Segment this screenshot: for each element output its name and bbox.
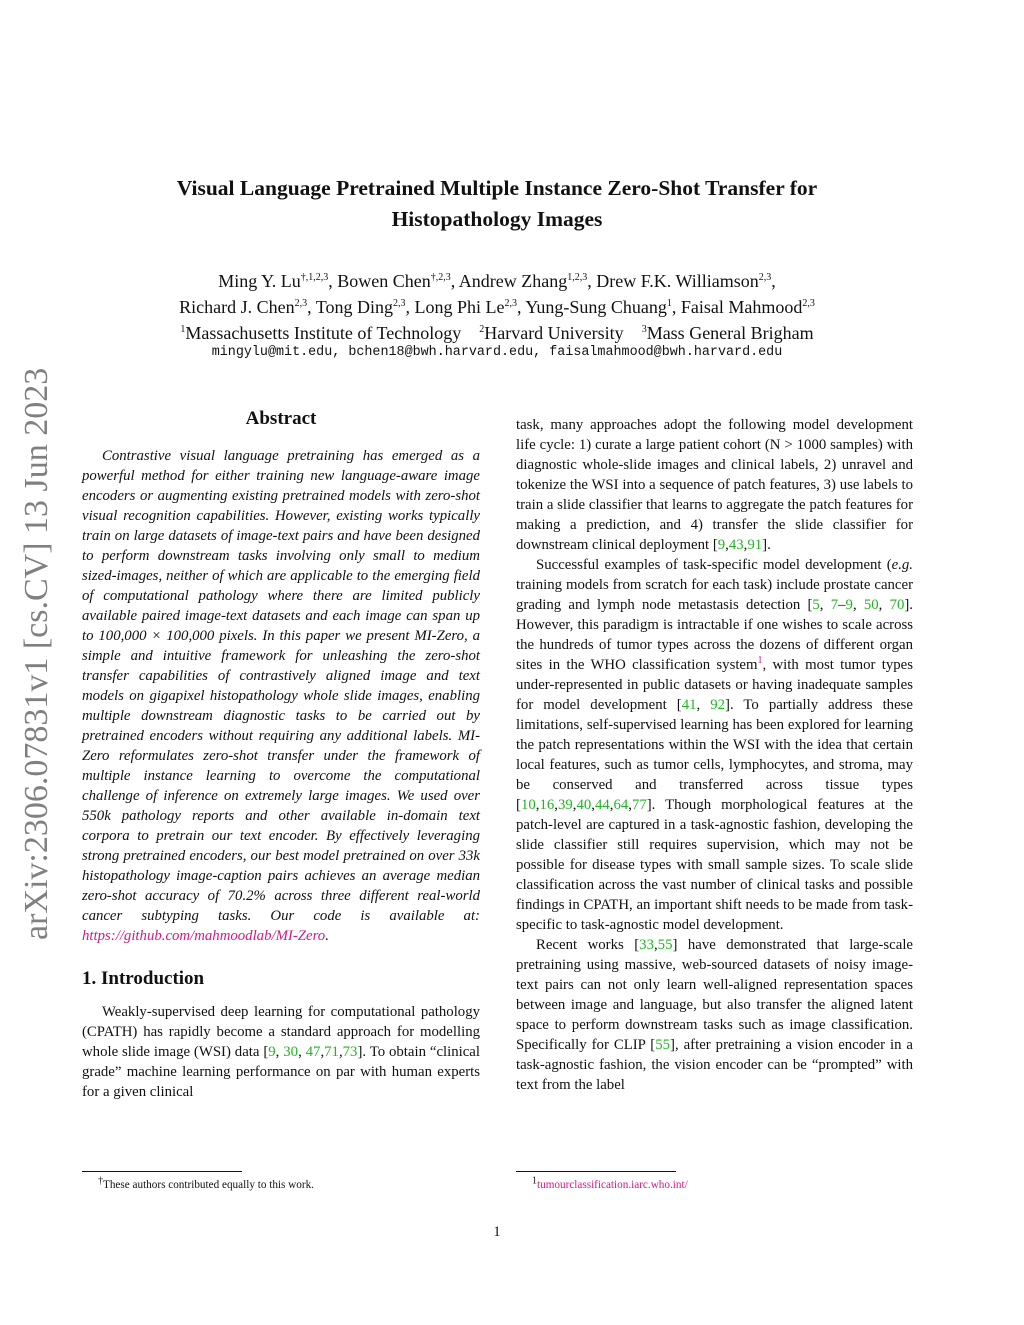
citation-link[interactable]: 9 (717, 537, 726, 553)
affiliation: Harvard University (484, 323, 624, 343)
paper-title (100, 173, 894, 235)
text: Recent works [ (536, 937, 640, 953)
citation-link[interactable]: 9 (268, 1044, 276, 1060)
footnote-text: These authors contributed equally to this work. (103, 1179, 314, 1191)
author-name: Tong Ding (315, 297, 394, 317)
text: training models from scratch for each task) include prostate cancer grading and lymph node metastasis detection [ (516, 577, 913, 613)
citation-link[interactable]: 71 (324, 1044, 339, 1060)
citation-link[interactable]: 91 (747, 537, 763, 553)
author-name: Richard J. Chen (179, 297, 295, 317)
text: task, many approaches adopt the following model development life cycle: 1) curate a large patient cohort (N > 1000 samples) with diagnostic whole-slide images and clinical labels, 2) unravel and tokenize the WSI into a sequence of patch features, 3) use labels to train a slide classifier that learns to aggregate the patch features for making a prediction, and 4) transfer the slide classifier for downstream clinical deployment [ (516, 417, 913, 553)
author-affil: †,2,3 (430, 272, 451, 283)
abstract-end: . (325, 928, 329, 944)
author-name: Bowen Chen (337, 271, 431, 291)
author-name: Andrew Zhang (458, 271, 568, 291)
text: ], after pretraining a vision encoder in a task-agnostic fashion, the vision encoder can be “prompted” with text from the label (516, 1037, 913, 1093)
footnote-right (532, 1175, 688, 1192)
abstract-body: Contrastive visual language pretraining has emerged as a powerful method for either training new language-aware image encoders or augmenting existing pretrained models with zero-shot visual recognition capabilities. However, existing works typically train on large datasets of image-text pairs and have been designed to perform downstream tasks involving only small to medium sized-images, neither of which are applicable to the emerging field of computational pathology where there are limited publicly available paired image-text datasets and each image can span up to 100,000 × 100,000 pixels. In this paper we present MI-Zero, a simple and intuitive framework for unleashing the zero-shot transfer capabilities of contrastively aligned image and text models on gigapixel histopathology whole slide images, enabling multiple downstream diagnostic tasks to be carried out by pretrained encoders without requiring any additional labels. MI-Zero reformulates zero-shot transfer under the framework of multiple instance learning to overcome the computational challenge of inference on extremely large images. We used over 550k pathology reports and other available in-domain text corpora to pretrain our text encoder. By effectively leveraging strong pretrained encoders, our best model pretrained on over 33k histopathology image-caption pairs achieves an average median zero-shot accuracy of 70.2% across three different real-world cancer subtyping tasks. Our code is available at: (82, 448, 480, 924)
affil-mark: 1 (180, 324, 186, 335)
affil-mark: 3 (641, 324, 647, 335)
text: e.g. (891, 557, 913, 573)
author-name: Faisal Mahmood (680, 297, 803, 317)
author-line-1: Ming Y. $Lu^{\dagger,1,2,3}$, Bowen Chen$^{\dagger,2,3}$, Andrew Zhang$^{1,2,3}$, Drew F.K. Williamson$^{2,3}$, (218, 271, 776, 291)
footnote-left (98, 1175, 314, 1192)
text: Weakly-supervised deep learning for computational pathology (CPATH) has rapidly become a standard approach for modelling whole slide image (WSI) data [ (82, 1004, 480, 1060)
citation-link[interactable]: 7 (830, 597, 839, 613)
author-emails: mingylu@mit.edu, bchen18@bwh.harvard.edu, faisalmahmood@bwh.harvard.edu (211, 345, 783, 360)
author-name: Yung-Sung Chuang (525, 297, 667, 317)
citation-link[interactable]: 40 (576, 797, 592, 813)
text: ]. To obtain “clinical grade” machine learning performance on par with human experts for a given clinical (82, 1044, 480, 1100)
intro-heading: 1. Introduction (82, 968, 205, 989)
code-link[interactable]: https://github.com/mahmoodlab/MI-Zero (82, 928, 326, 944)
citation-link[interactable]: 64 (613, 797, 629, 813)
citation-link[interactable]: 33 (639, 937, 654, 953)
author-affil: 2,3 (393, 298, 406, 309)
affil-mark: 2 (479, 324, 485, 335)
author-name: Drew F.K. Williamson (596, 271, 759, 291)
citation-link[interactable]: 16 (539, 797, 555, 813)
citation-link[interactable]: 92 (710, 697, 726, 713)
citation-link[interactable]: 55 (655, 1037, 671, 1053)
citation-link[interactable]: 9 (845, 597, 853, 613)
affiliation: Massachusetts Institute of Technology (185, 323, 462, 343)
citation-link[interactable]: 30 (283, 1044, 299, 1060)
text: ]. (762, 537, 771, 553)
affiliations (80, 320, 914, 346)
footnote-mark[interactable]: 1 (757, 655, 763, 667)
intro-paragraph: Weakly-supervised deep learning for computational pathology (CPATH) has rapidly become a standard approach for modelling whole slide image (WSI) data [9, 30, 47,71,73]. To obtain “clinical grade” machine learning performance on par with human experts for a given clinical (82, 1004, 480, 1100)
affiliation: Mass General Brigham (646, 323, 814, 343)
author-affil: 2,3 (294, 298, 308, 309)
text: ]. To partially address these limitations, self-supervised learning has been explored for learning the patch representations within the WSI with the idea that certain local features, such as tumor cells, lymphocytes, and stroma, may be conserved and transferred across tissue types [ (516, 697, 913, 813)
footnote-mark: 1 (532, 1175, 537, 1187)
text: Successful examples of task-specific model development ( (536, 557, 892, 573)
citation-link[interactable]: 47 (305, 1044, 321, 1060)
footnote-mark: † (98, 1175, 103, 1187)
abstract-heading: Abstract (245, 408, 317, 429)
footnote-rule (516, 1171, 676, 1172)
paragraph: task, many approaches adopt the following model development life cycle: 1) curate a large patient cohort (N > 1000 samples) with diagnostic whole-slide images and clinical labels, 2) unravel and tokenize the WSI into a sequence of patch features, 3) use labels to train a slide classifier that learns to aggregate the patch features for making a prediction, and 4) transfer the slide classifier for downstream clinical deployment [9,43,91]. (516, 417, 913, 553)
citation-link[interactable]: 50 (863, 597, 879, 613)
citation-link[interactable]: 55 (657, 937, 673, 953)
paragraph: Successful examples of task-specific model development (e.g. training models from scratch for each task) include prostate cancer grading and lymph node metastasis detection [5, 7–9, 50, 70]. However, this paradigm is intractable if one wishes to scale across the hundreds of tumor types across the dozens of different organ sites in the WHO classification system$^1$, with most tumor types under-represented in public datasets or having inadequate samples for model development [41, 92]. To partially address these limitations, self-supervised learning has been explored for learning the patch representations within the WSI with the idea that certain local features, such as tumor cells, lymphocytes, and stroma, may be conserved and transferred across tissue types [10,16,39,40,44,64,77]. Though morphological features at the patch-level are captured in a task-agnostic fashion, developing the slide classifier still requires supervision, which may not be possible for disease types with small sample sizes. To scale slide classification across the vast number of clinical tasks and possible findings in CPATH, an important shift needs to be made from task-specific to task-agnostic model development. (516, 557, 914, 933)
page-number: 1 (493, 1224, 501, 1240)
author-affil: †,1,2,3 (300, 272, 329, 283)
citation-link[interactable]: 39 (557, 797, 573, 813)
citation-link[interactable]: 73 (342, 1044, 358, 1060)
citation-link[interactable]: 77 (631, 797, 647, 813)
citation-link[interactable]: 5 (812, 597, 820, 613)
author-affil: 2,3 (504, 298, 518, 309)
footnote-link[interactable]: tumourclassification.iarc.who.int/ (537, 1179, 688, 1191)
title-line-2: Histopathology Images (391, 207, 603, 231)
title-line-1: Visual Language Pretrained Multiple Instance Zero-Shot Transfer for (176, 176, 818, 200)
footnote-rule (82, 1171, 242, 1172)
author-affil: 2,3 (758, 272, 772, 283)
citation-link[interactable]: 43 (728, 537, 744, 553)
citation-link[interactable]: 44 (594, 797, 610, 813)
citation-link[interactable]: 41 (681, 697, 697, 713)
author-name: Ming Y. Lu (218, 271, 301, 291)
abstract-text (82, 446, 480, 946)
arxiv-stamp: arXiv:2306.07831v1 [cs.CV] 13 Jun 2023 (18, 367, 55, 940)
citation-link[interactable]: 70 (889, 597, 905, 613)
author-affil: 2,3 (802, 298, 815, 309)
text: ] have demonstrated that large-scale pretraining using massive, web-sourced datasets of noisy image-text pairs can not only learn well-aligned representation spaces between image and language, but also transfer the aligned latent space to perform downstream tasks such as image classification. Specifically for CLIP [ (516, 937, 913, 1053)
author-affil: 1,2,3 (567, 272, 588, 283)
author-block (80, 268, 914, 346)
author-affil: 1 (666, 298, 672, 309)
citation-link[interactable]: 10 (520, 797, 536, 813)
paragraph: Recent works [33,55] have demonstrated that large-scale pretraining using massive, web-sourced datasets of noisy image-text pairs can not only learn well-aligned representation spaces between image and language, but also transfer the aligned latent space to perform downstream tasks such as image classification. Specifically for CLIP [55], after pretraining a vision encoder in a task-agnostic fashion, the vision encoder can be “prompted” with text from the label (516, 937, 913, 1093)
right-column (516, 415, 913, 1095)
text: ]. However, this paradigm is intractable if one wishes to scale across the hundreds of tumor types across the dozens of different organ sites in the WHO classification system (516, 597, 914, 673)
author-line-2: Richard J. Chen$^{2,3}$, Tong Ding$^{2,3}$, Long Phi Le$^{2,3}$, Yung-Sung Chuang$^1$, Faisal Mahmood$^{2,3}$ (179, 297, 815, 317)
author-name: Long Phi Le (414, 297, 505, 317)
text: , with most tumor types under-represented in public datasets or having inadequate samples for model development [ (516, 657, 913, 713)
left-column (82, 408, 480, 1102)
text: ]. Though morphological features at the patch-level are captured in a task-agnostic fashion, developing the slide classifier still requires supervision, which may not be possible for disease types with small sample sizes. To scale slide classification across the vast number of clinical tasks and possible findings in CPATH, an important shift needs to be made from task-specific to task-agnostic model development. (516, 797, 913, 933)
